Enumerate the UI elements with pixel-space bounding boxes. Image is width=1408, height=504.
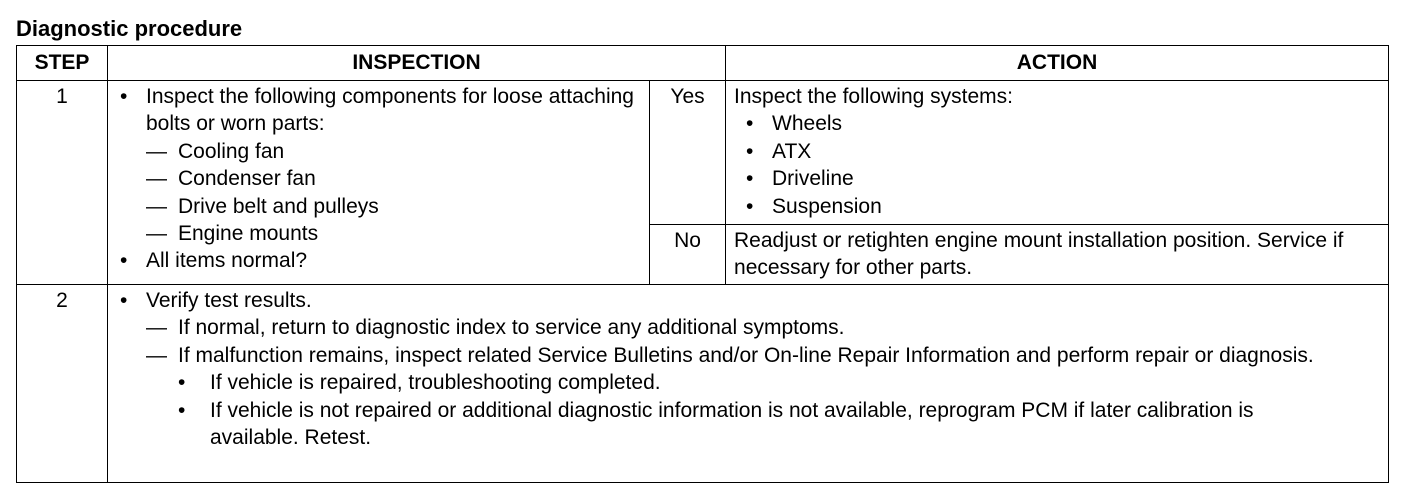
action-header: ACTION [726,46,1389,81]
malfunction-text: If malfunction remains, inspect related Service Bulletins and/or On-line Repair Information and perform repair or diagnosis. [178,343,1314,367]
list-item [120,138,641,165]
bullet-icon: • [746,167,754,191]
list-item [120,247,641,274]
bullet-icon: • [120,289,128,312]
step-1-row-yes [17,81,1389,225]
list-item [120,193,641,220]
not-repaired-text: If vehicle is not repaired or additional diagnostic information is not available, reprogram PCM if later calibration is available. Retest. [210,398,1254,450]
list-item [734,193,1382,220]
repaired-text: If vehicle is repaired, troubleshooting completed. [210,371,661,395]
list-item [120,83,641,138]
bullet-icon: • [120,249,128,273]
bullet-icon: • [746,194,754,218]
step-header: STEP [17,46,108,81]
component-item: Condenser fan [178,167,316,191]
list-item [734,138,1382,165]
header-row [17,46,1389,81]
inspection-header: INSPECTION [108,46,726,81]
system-item: Driveline [772,167,854,191]
system-item: Wheels [772,112,843,136]
list-item [120,165,641,192]
question-text: All items normal? [146,249,308,273]
component-item: Drive belt and pulleys [178,194,379,218]
yes-label: Yes [650,81,726,225]
component-item: Engine mounts [178,222,319,246]
bullet-icon: • [178,371,186,395]
no-action [726,225,1389,285]
list-item [120,287,1380,314]
list-item [120,397,1380,452]
dash-icon: — [146,222,167,246]
no-action-text: Readjust or retighten engine mount installation position. Service if necessary for other parts. [734,229,1344,280]
dash-icon: — [146,139,167,163]
step-2-inspection [108,285,1389,483]
step-number: 2 [17,285,108,483]
list-item [734,165,1382,192]
normal-text: If normal, return to diagnostic index to service any additional symptoms. [178,316,845,340]
component-item: Cooling fan [178,139,285,163]
step-1-inspection [108,81,650,285]
bullet-icon: • [178,398,186,422]
yes-action [726,81,1389,225]
dash-icon: — [146,343,167,367]
step-number: 1 [17,81,108,285]
dash-icon: — [146,194,167,218]
verify-text: Verify test results. [146,289,312,312]
step-2-row [17,285,1389,483]
inspect-components-text: Inspect the following components for loose attaching bolts or worn parts: [146,85,634,136]
list-item [734,110,1382,137]
list-item [120,220,641,247]
yes-intro-text: Inspect the following systems: [734,85,1013,108]
bullet-icon: • [746,139,754,163]
system-item: ATX [772,139,812,163]
bullet-icon: • [120,85,128,108]
diagnostic-procedure-table [16,45,1389,483]
dash-icon: — [146,167,167,191]
list-item [120,314,1380,341]
page-title: Diagnostic procedure [16,16,243,41]
dash-icon: — [146,316,167,340]
system-item: Suspension [772,194,882,218]
bullet-icon: • [746,112,754,136]
list-item [120,369,1380,396]
no-label: No [650,225,726,285]
list-item [120,342,1380,369]
